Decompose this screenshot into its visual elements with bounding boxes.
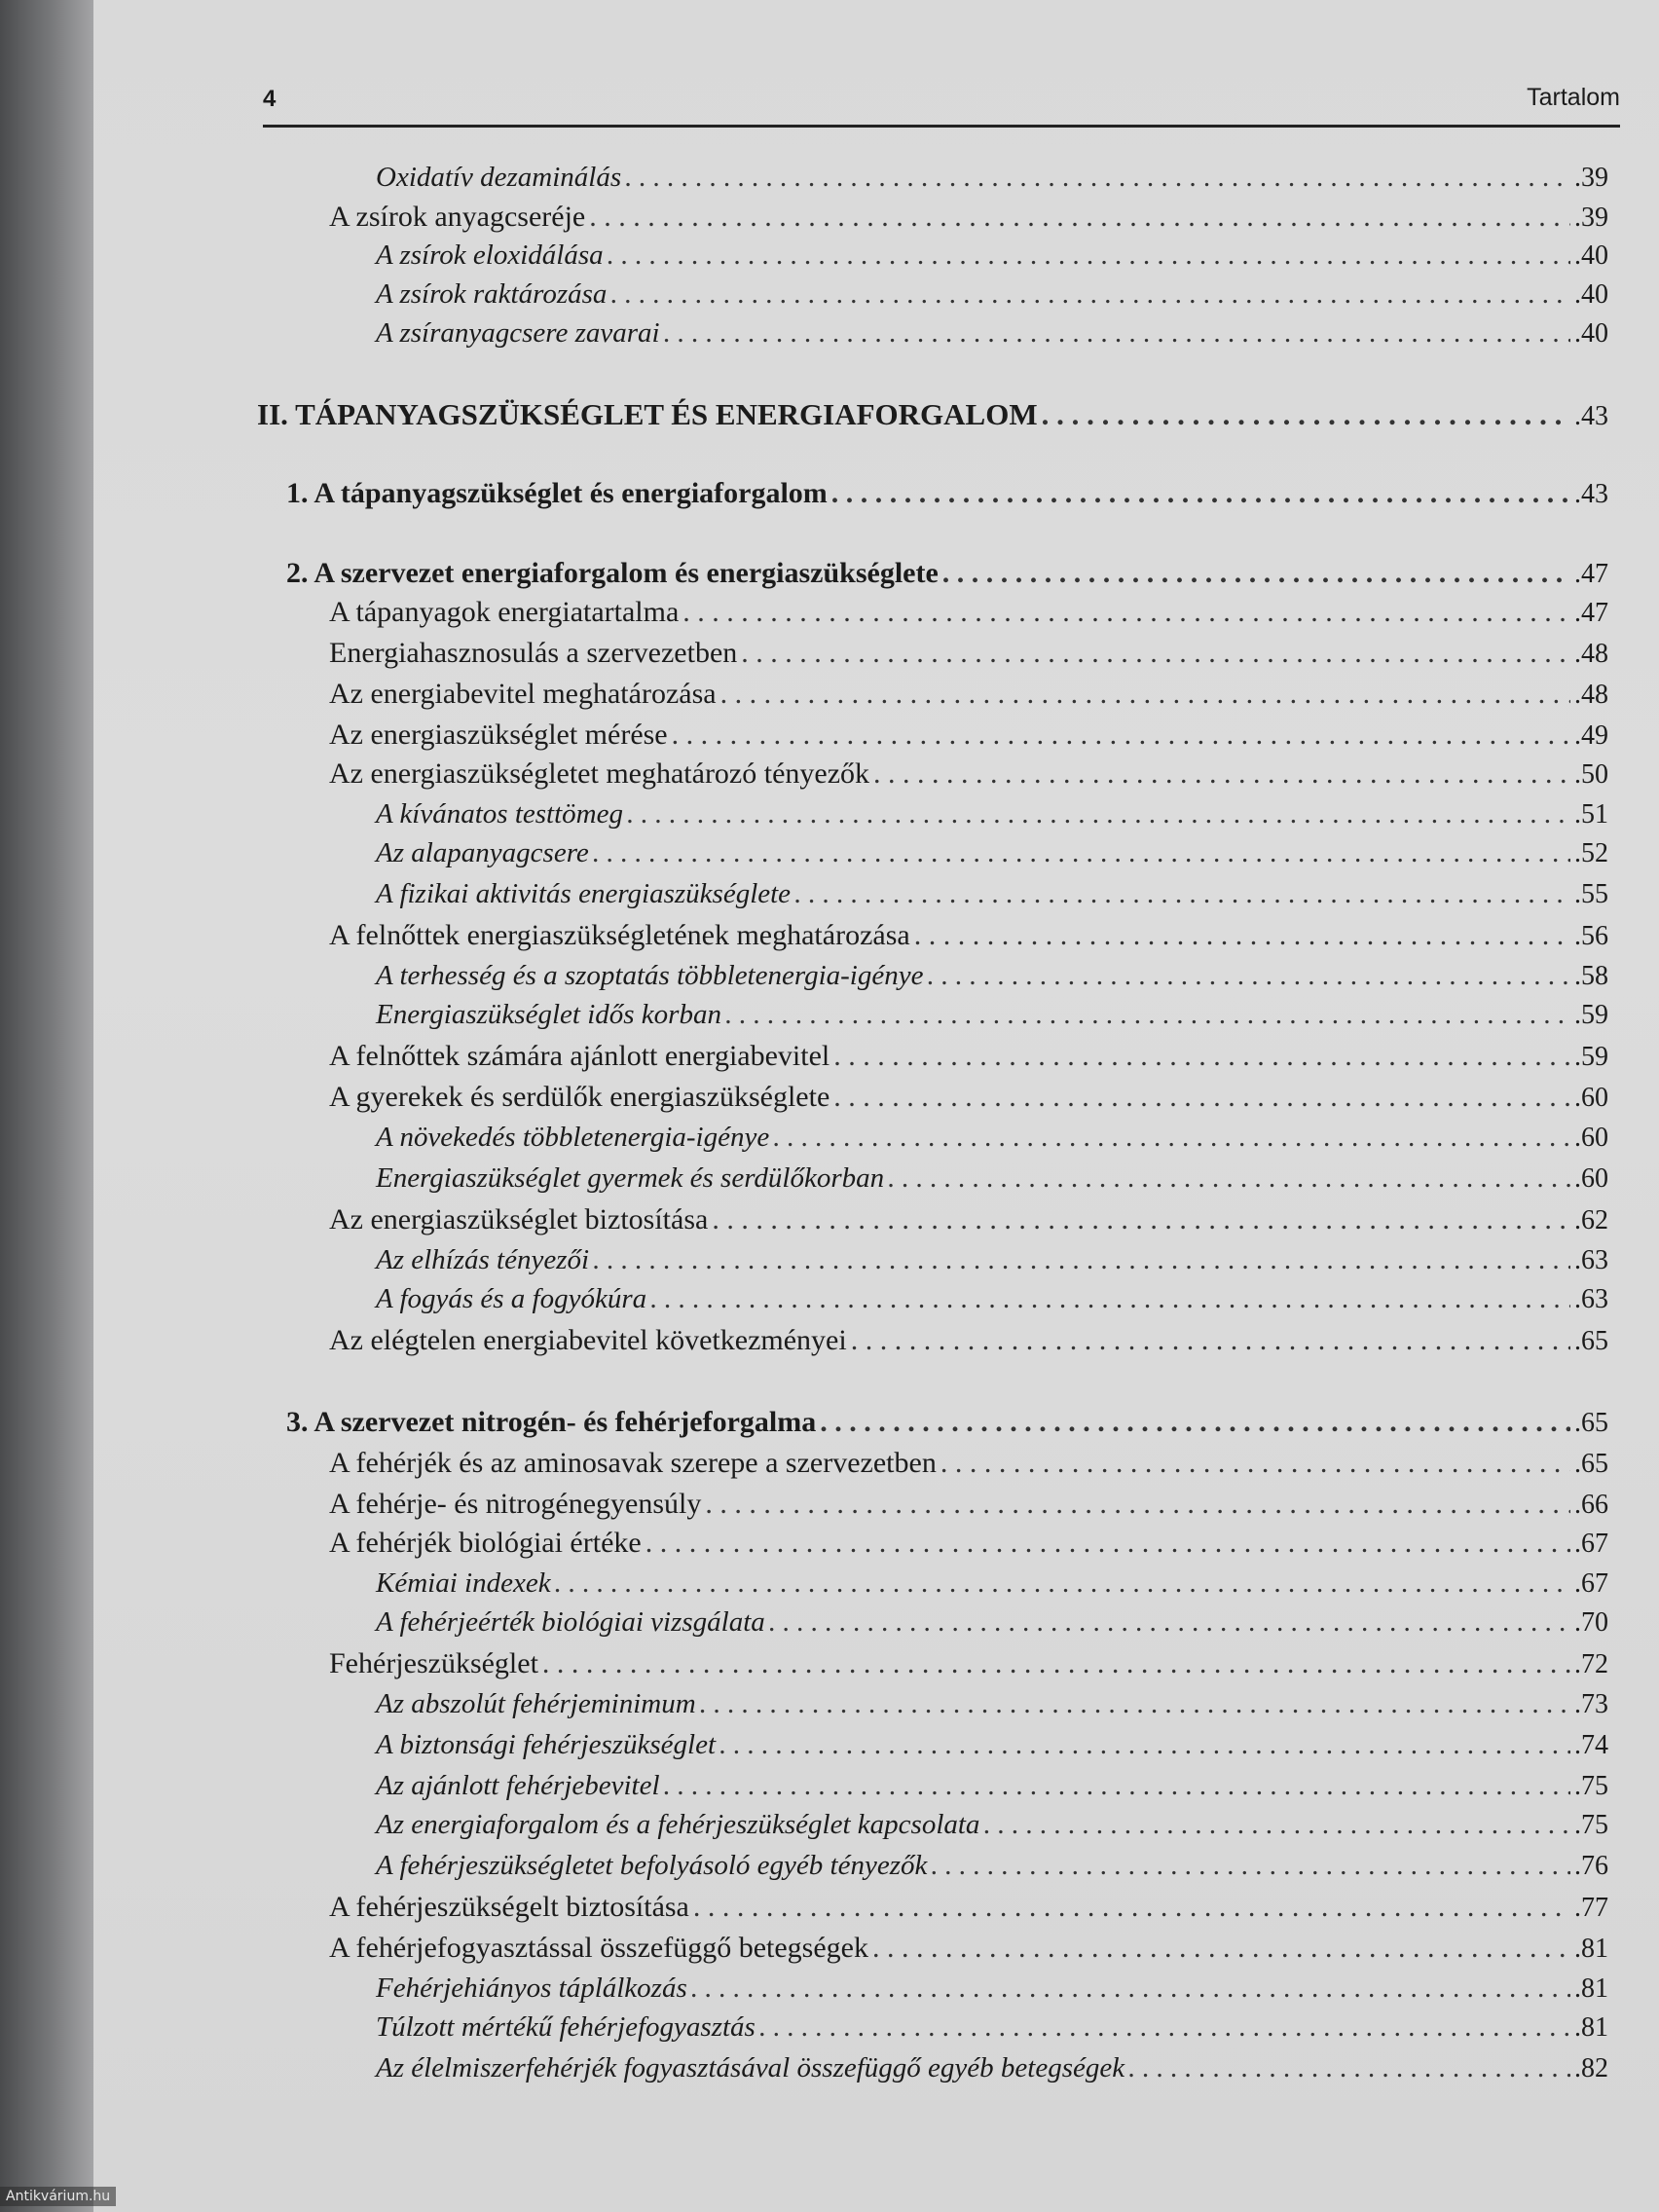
- toc-entry-title: A gyerekek és serdülők energiaszükséglete: [329, 1081, 830, 1113]
- toc-entry-title: A biztonsági fehérjeszükséglet: [376, 1729, 717, 1760]
- toc-entry-title: A fehérje- és nitrogénegyensúly: [329, 1488, 702, 1520]
- toc-entry: [376, 278, 1608, 319]
- dot-leader: [942, 557, 1570, 590]
- dot-leader: [773, 1122, 1570, 1154]
- toc-entry-page: .65: [1574, 1326, 1608, 1356]
- dot-leader: [555, 1567, 1570, 1600]
- running-title: Tartalom: [1527, 84, 1620, 111]
- toc-entry-page: .66: [1574, 1490, 1608, 1520]
- toc-entry-page: .55: [1574, 879, 1608, 909]
- toc-entry: [329, 1527, 1608, 1567]
- toc-entry-page: .50: [1574, 759, 1608, 790]
- toc-entry: [286, 1406, 1608, 1447]
- dot-leader: [725, 999, 1570, 1031]
- toc-entry: [329, 1081, 1608, 1122]
- toc-entry-title: Az energiabevitel meghatározása: [329, 678, 717, 710]
- toc-entry-title: Az elégtelen energiabevitel következményei: [329, 1324, 847, 1356]
- toc-entry: [329, 1040, 1608, 1081]
- toc-entry: [329, 1324, 1608, 1365]
- toc-entry-page: .82: [1574, 2053, 1608, 2083]
- toc-entry: [329, 1647, 1608, 1688]
- toc-entry: [376, 878, 1608, 919]
- dot-leader: [589, 201, 1570, 234]
- toc-entry-title: 3. A szervezet nitrogén- és fehérjeforgalma: [286, 1406, 817, 1438]
- toc-entry-page: .75: [1574, 1771, 1608, 1801]
- toc-entry-title: A fizikai aktivitás energiaszükséglete: [376, 878, 792, 909]
- toc-entry: [329, 1203, 1608, 1244]
- toc-entry-page: .39: [1574, 203, 1608, 233]
- dot-leader: [693, 1891, 1570, 1924]
- dot-leader: [593, 1244, 1570, 1276]
- dot-leader: [769, 1606, 1570, 1639]
- binding-shadow: [0, 0, 97, 2212]
- toc-entry-title: Az élelmiszerfehérjék fogyasztásával összefüggő egyéb betegségek: [376, 2052, 1125, 2083]
- toc-entry-page: .43: [1574, 401, 1608, 431]
- toc-entry: [376, 1567, 1608, 1608]
- toc-entry: [329, 1447, 1608, 1488]
- toc-entry-title: A fehérjefogyasztással összefüggő betegségek: [329, 1932, 868, 1964]
- dot-leader: [542, 1647, 1570, 1680]
- toc-entry-page: .81: [1574, 2012, 1608, 2043]
- toc-entry: [376, 2011, 1608, 2052]
- toc-entry: [329, 596, 1608, 637]
- toc-entry-title: A fehérjeszükségletet befolyásoló egyéb tényezők: [376, 1850, 928, 1881]
- toc-entry-page: .60: [1574, 1123, 1608, 1153]
- toc-entry: [329, 1891, 1608, 1932]
- dot-leader: [645, 1527, 1570, 1560]
- toc-entry-title: Kémiai indexek: [376, 1567, 551, 1599]
- toc-entry: [376, 240, 1608, 280]
- dot-leader: [833, 1040, 1570, 1073]
- toc-entry-title: A felnőttek számára ajánlott energiabevitel: [329, 1040, 830, 1072]
- toc-entry-page: .39: [1574, 163, 1608, 193]
- toc-entry: [329, 919, 1608, 960]
- dot-leader: [872, 1932, 1570, 1965]
- dot-leader: [720, 678, 1570, 711]
- dot-leader: [625, 162, 1570, 194]
- toc-entry-page: .47: [1574, 559, 1608, 589]
- toc-entry-page: .49: [1574, 720, 1608, 751]
- dot-leader: [820, 1406, 1570, 1439]
- toc-entry: [329, 757, 1608, 798]
- toc-entry-title: A zsírok eloxidálása: [376, 240, 604, 271]
- toc-entry-title: A felnőttek energiaszükségletének meghatározása: [329, 919, 910, 951]
- dot-leader: [593, 837, 1570, 869]
- toc-entry-title: Az ajánlott fehérjebevitel: [376, 1770, 660, 1801]
- dot-leader: [691, 1972, 1570, 2005]
- toc-entry: [376, 2052, 1608, 2093]
- dot-leader: [759, 2011, 1570, 2044]
- toc-entry-page: .67: [1574, 1568, 1608, 1599]
- dot-leader: [851, 1324, 1570, 1357]
- toc-entry-page: .76: [1574, 1851, 1608, 1881]
- toc-entry: [376, 1162, 1608, 1203]
- toc-entry-page: .52: [1574, 838, 1608, 868]
- toc-entry: [257, 397, 1608, 438]
- toc-entry: [376, 837, 1608, 878]
- toc-entry: [376, 1850, 1608, 1891]
- toc-entry-title: 1. A tápanyagszükséglet és energiaforgalom: [286, 477, 828, 509]
- toc-entry-page: .56: [1574, 921, 1608, 951]
- dot-leader: [873, 757, 1570, 791]
- toc-entry-page: .81: [1574, 1934, 1608, 1964]
- toc-entry-page: .48: [1574, 639, 1608, 669]
- toc-entry-page: .63: [1574, 1284, 1608, 1314]
- toc-entry: [329, 637, 1608, 678]
- toc-entry: [286, 557, 1608, 598]
- toc-entry-page: .40: [1574, 318, 1608, 349]
- toc-entry-title: A zsíranyagcsere zavarai: [376, 317, 660, 349]
- toc-entry-title: A tápanyagok energiatartalma: [329, 596, 680, 628]
- dot-leader: [610, 278, 1570, 311]
- toc-entry: [376, 999, 1608, 1040]
- dot-leader: [741, 637, 1570, 670]
- toc-entry: [376, 317, 1608, 358]
- toc-entry: [329, 1932, 1608, 1972]
- toc-entry: [329, 1488, 1608, 1529]
- toc-entry-page: .73: [1574, 1689, 1608, 1719]
- toc-entry-title: A zsírok anyagcseréje: [329, 201, 586, 233]
- toc-entry-title: A fogyás és a fogyókúra: [376, 1283, 647, 1314]
- dot-leader: [833, 1081, 1570, 1114]
- toc-entry-page: .75: [1574, 1810, 1608, 1840]
- toc-entry-page: .59: [1574, 1000, 1608, 1030]
- toc-entry-page: .72: [1574, 1649, 1608, 1679]
- dot-leader: [794, 878, 1570, 910]
- dot-leader: [664, 1770, 1570, 1802]
- toc-entry: [376, 1244, 1608, 1285]
- toc-entry-page: .67: [1574, 1529, 1608, 1559]
- toc-entry-title: Fehérjehiányos táplálkozás: [376, 1972, 687, 2004]
- toc-entry: [376, 798, 1608, 839]
- toc-entry-title: Energiahasznosulás a szervezetben: [329, 637, 738, 669]
- toc-entry-title: A növekedés többletenergia-igénye: [376, 1122, 770, 1153]
- dot-leader: [608, 240, 1570, 272]
- dot-leader: [914, 919, 1570, 952]
- toc-entry-page: .81: [1574, 1973, 1608, 2004]
- toc-entry-page: .62: [1574, 1205, 1608, 1235]
- watermark: Antikvárium.hu: [0, 2187, 116, 2206]
- toc-entry-title: Fehérjeszükséglet: [329, 1647, 538, 1679]
- toc-entry-title: A terhesség és a szoptatás többletenergia-igénye: [376, 960, 924, 991]
- toc-entry-page: .51: [1574, 799, 1608, 830]
- toc-entry-page: .77: [1574, 1893, 1608, 1923]
- toc-entry-title: Energiaszükséglet gyermek és serdülőkorban: [376, 1162, 885, 1194]
- toc-entry-title: Az abszolút fehérjeminimum: [376, 1688, 696, 1719]
- toc-entry: [376, 1283, 1608, 1324]
- dot-leader: [940, 1447, 1570, 1480]
- toc-entry-title: Energiaszükséglet idős korban: [376, 999, 721, 1030]
- toc-entry-title: II. TÁPANYAGSZÜKSÉGLET ÉS ENERGIAFORGALOM: [257, 397, 1038, 431]
- toc-entry-page: .60: [1574, 1163, 1608, 1194]
- toc-entry-title: A fehérjék és az aminosavak szerepe a szervezetben: [329, 1447, 937, 1479]
- dot-leader: [719, 1729, 1570, 1761]
- toc-entry-page: .48: [1574, 680, 1608, 710]
- toc-entry: [329, 719, 1608, 759]
- toc-entry-page: .58: [1574, 961, 1608, 991]
- toc-entry-page: .70: [1574, 1607, 1608, 1638]
- toc-entry-page: .65: [1574, 1408, 1608, 1438]
- toc-entry-page: .47: [1574, 598, 1608, 628]
- dot-leader: [712, 1203, 1570, 1236]
- toc-entry: [376, 960, 1608, 1001]
- dot-leader: [627, 798, 1570, 830]
- toc-entry: [329, 201, 1608, 241]
- toc-entry: [329, 678, 1608, 719]
- toc-entry-page: .74: [1574, 1730, 1608, 1760]
- dot-leader: [927, 960, 1570, 992]
- dot-leader: [931, 1850, 1570, 1882]
- page-number: 4: [263, 86, 276, 112]
- toc-entry-title: Oxidatív dezaminálás: [376, 162, 622, 193]
- toc-entry: [286, 477, 1608, 518]
- toc-entry-title: Az energiaszükséglet mérése: [329, 719, 668, 751]
- dot-leader: [650, 1283, 1570, 1315]
- toc-entry-title: Túlzott mértékű fehérjefogyasztás: [376, 2011, 756, 2043]
- book-page: [93, 0, 1659, 2212]
- dot-leader: [831, 477, 1570, 510]
- toc-entry-page: .59: [1574, 1042, 1608, 1072]
- toc-entry: [376, 1809, 1608, 1850]
- toc-entry-title: A fehérjeérték biológiai vizsgálata: [376, 1606, 765, 1638]
- toc-entry-title: A fehérjék biológiai értéke: [329, 1527, 642, 1559]
- toc-entry: [376, 1122, 1608, 1162]
- dot-leader: [983, 1809, 1570, 1841]
- toc-entry-title: Az energiaforgalom és a fehérjeszükséglet kapcsolata: [376, 1809, 980, 1840]
- dot-leader: [700, 1688, 1570, 1720]
- toc-entry-page: .65: [1574, 1449, 1608, 1479]
- toc-entry-page: .40: [1574, 279, 1608, 310]
- toc-entry-title: Az elhízás tényezői: [376, 1244, 590, 1275]
- dot-leader: [672, 719, 1570, 752]
- dot-leader: [705, 1488, 1570, 1521]
- toc-entry: [376, 1688, 1608, 1729]
- dot-leader: [1042, 397, 1570, 432]
- page-header: [263, 82, 1620, 128]
- toc-entry-page: .43: [1574, 479, 1608, 509]
- toc-entry-title: A zsírok raktározása: [376, 278, 608, 310]
- dot-leader: [682, 596, 1570, 629]
- toc-entry-title: A kívánatos testtömeg: [376, 798, 623, 830]
- dot-leader: [888, 1162, 1570, 1195]
- toc-entry-page: .40: [1574, 240, 1608, 271]
- toc-entry-title: Az energiaszükséglet biztosítása: [329, 1203, 709, 1235]
- toc-entry: [376, 1729, 1608, 1770]
- toc-entry: [376, 1770, 1608, 1811]
- toc-entry-page: .60: [1574, 1083, 1608, 1113]
- toc-entry-title: Az alapanyagcsere: [376, 837, 589, 868]
- toc-entry-page: .63: [1574, 1245, 1608, 1275]
- toc-entry: [376, 162, 1608, 203]
- toc-entry-title: 2. A szervezet energiaforgalom és energiaszükséglete: [286, 557, 939, 589]
- toc-entry: [376, 1972, 1608, 2013]
- dot-leader: [1128, 2052, 1570, 2084]
- toc-entry-title: Az energiaszükségletet meghatározó tényezők: [329, 757, 870, 790]
- toc-entry-title: A fehérjeszükségelt biztosítása: [329, 1891, 689, 1923]
- dot-leader: [664, 317, 1570, 350]
- toc-entry: [376, 1606, 1608, 1647]
